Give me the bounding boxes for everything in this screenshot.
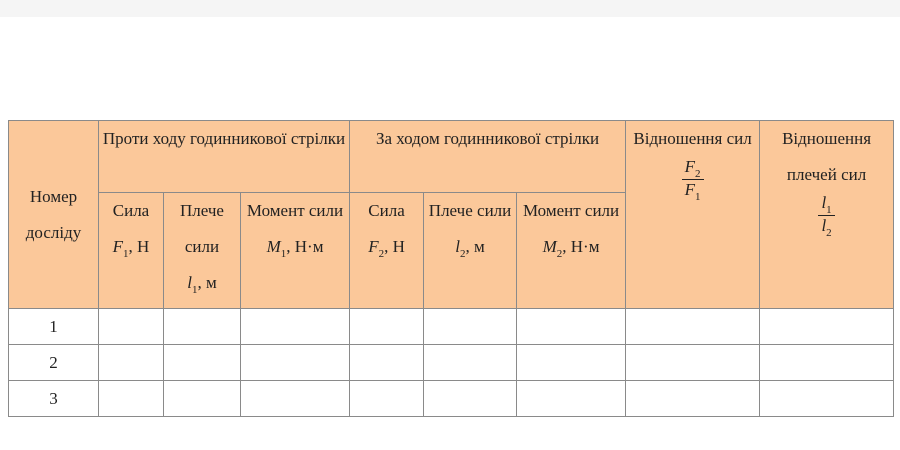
table-row xyxy=(9,381,894,417)
table-cell[interactable] xyxy=(760,309,894,345)
table-cell[interactable] xyxy=(626,345,760,381)
row-number: 2 xyxy=(9,345,99,381)
table-cell[interactable] xyxy=(350,381,424,417)
table-cell[interactable] xyxy=(241,381,350,417)
cw-force-header: Сила $F_2$, Н xyxy=(350,193,424,309)
table-cell[interactable] xyxy=(99,345,164,381)
ccw-force-header: Сила $F_1$, Н xyxy=(99,193,164,309)
cw-moment-header: Момент сили $M_2$, Н·м xyxy=(517,193,626,309)
cw-arm-header: Плече сили $l_2$, м xyxy=(424,193,517,309)
row-number: 3 xyxy=(9,381,99,417)
header-clockwise: За ходом годинникової стрілки xyxy=(350,121,626,193)
header-experiment-number: Номер досліду xyxy=(9,121,99,309)
header-arm-ratio xyxy=(760,121,894,309)
arm-ratio-denominator: $l_2$ xyxy=(821,216,832,239)
table-row xyxy=(9,309,894,345)
table-cell[interactable] xyxy=(99,309,164,345)
arm-ratio-label: Відношення плечей сил xyxy=(782,129,872,184)
force-ratio-numerator: $F_2$ xyxy=(682,157,704,180)
table-cell[interactable] xyxy=(626,309,760,345)
table-cell[interactable] xyxy=(760,381,894,417)
table-cell[interactable] xyxy=(517,345,626,381)
table-cell[interactable] xyxy=(164,345,241,381)
table-cell[interactable] xyxy=(517,309,626,345)
table-cell[interactable] xyxy=(424,345,517,381)
table-cell[interactable] xyxy=(517,381,626,417)
table-cell[interactable] xyxy=(99,381,164,417)
header-force-ratio xyxy=(626,121,760,309)
force-ratio-label: Відношення сил xyxy=(633,129,752,148)
ccw-moment-header: Момент сили $M_1$, Н·м xyxy=(241,193,350,309)
table-cell[interactable] xyxy=(164,381,241,417)
top-band xyxy=(0,0,900,17)
arm-ratio-fraction xyxy=(818,193,834,238)
table-cell[interactable] xyxy=(350,345,424,381)
table-cell[interactable] xyxy=(164,309,241,345)
header-counterclockwise: Проти ходу годинникової стрілки xyxy=(99,121,350,193)
table-cell[interactable] xyxy=(350,309,424,345)
force-ratio-fraction xyxy=(682,157,704,202)
arm-ratio-numerator: $l_1$ xyxy=(818,193,834,216)
table-cell[interactable] xyxy=(626,381,760,417)
force-ratio-denominator: $F_1$ xyxy=(684,180,701,203)
table-cell[interactable] xyxy=(241,345,350,381)
table-cell[interactable] xyxy=(424,381,517,417)
table-cell[interactable] xyxy=(424,309,517,345)
ccw-arm-header: Плече сили $l_1$, м xyxy=(164,193,241,309)
experiment-table xyxy=(8,120,894,417)
table-cell[interactable] xyxy=(241,309,350,345)
table-cell[interactable] xyxy=(760,345,894,381)
table-row xyxy=(9,345,894,381)
row-number: 1 xyxy=(9,309,99,345)
